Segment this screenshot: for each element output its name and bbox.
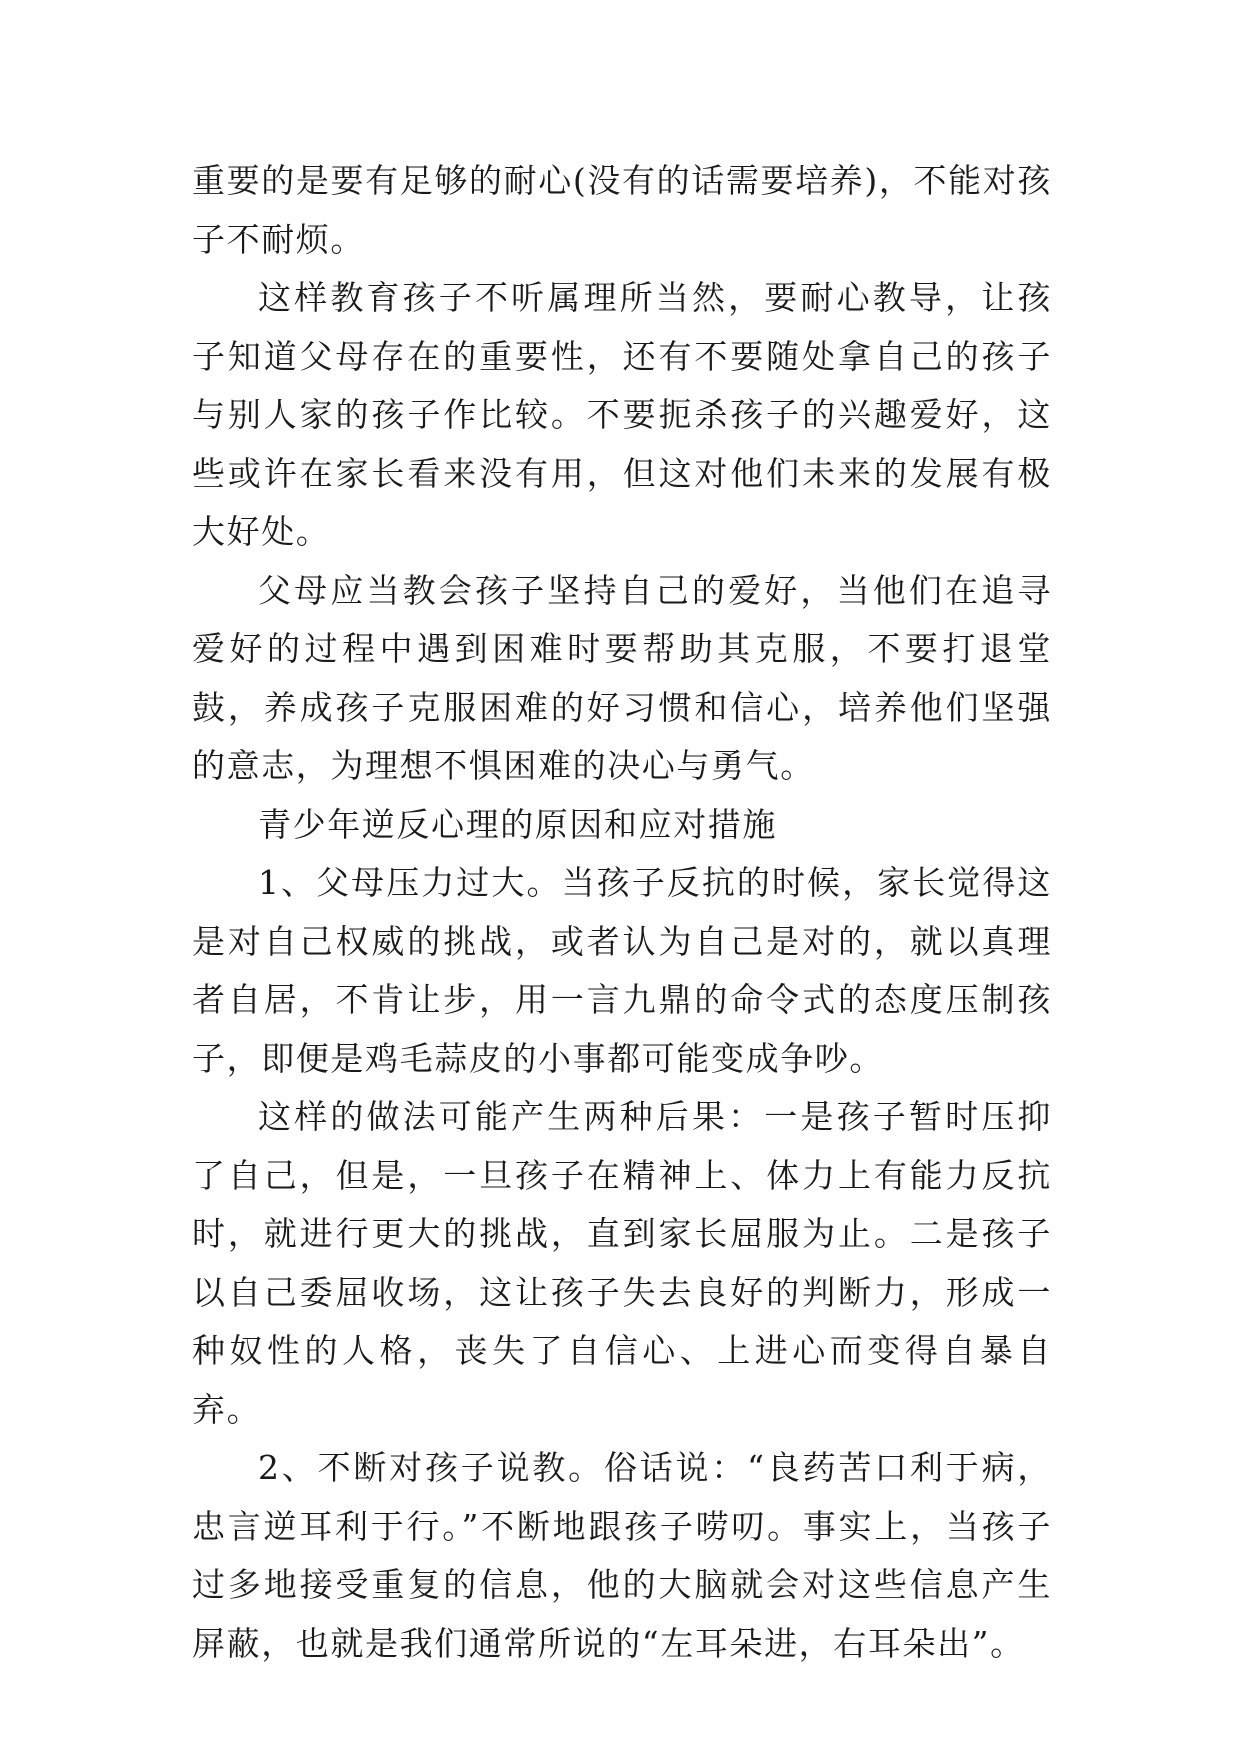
paragraph-3: 父母应当教会孩子坚持自己的爱好，当他们在追寻爱好的过程中遇到困难时要帮助其克服，不要打退堂鼓，养成孩子克服困难的好习惯和信心，培养他们坚强的意志，为理想不惧困难的决心与勇气。 (192, 570, 1052, 785)
paragraph-5: 这样的做法可能产生两种后果：一是孩子暂时压抑了自己，但是，一旦孩子在精神上、体力上有能力反抗时，就进行更大的挑战，直到家长屈服为止。二是孩子以自己委屈收场，这让孩子失去良好的判断力，形成一种奴性的人格，丧失了自信心、上进心而变得自暴自弃。 (192, 1097, 1052, 1429)
paragraph-1: 重要的是要有足够的耐心(没有的话需要培养)，不能对孩子不耐烦。 (192, 161, 1052, 259)
paragraph-2: 这样教育孩子不听属理所当然，要耐心教导，让孩子知道父母存在的重要性，还有不要随处拿自己的孩子与别人家的孩子作比较。不要扼杀孩子的兴趣爱好，这些或许在家长看来没有用，但这对他们未来的发展有极大好处。 (192, 278, 1052, 551)
paragraph-6: 2、不断对孩子说教。俗话说：“良药苦口利于病，忠言逆耳利于行。”不断地跟孩子唠叨。事实上，当孩子过多地接受重复的信息，他的大脑就会对这些信息产生屏蔽，也就是我们通常所说的“左耳朵进，右耳朵出”。 (192, 1448, 1052, 1663)
document-body (192, 152, 1052, 1673)
section-heading: 青少年逆反心理的原因和应对措施 (258, 804, 777, 844)
paragraph-4: 1、父母压力过大。当孩子反抗的时候，家长觉得这是对自己权威的挑战，或者认为自己是对的，就以真理者自居，不肯让步，用一言九鼎的命令式的态度压制孩子，即便是鸡毛蒜皮的小事都可能变成争吵。 (192, 863, 1052, 1078)
